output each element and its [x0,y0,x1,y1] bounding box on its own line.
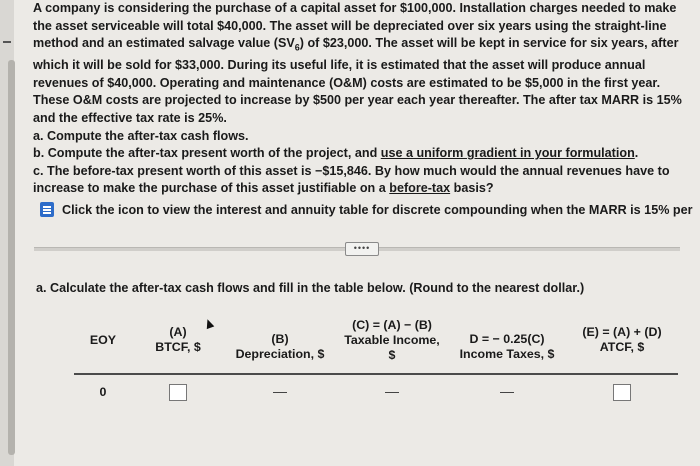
income-taxes-cell [448,374,566,409]
header-taxable-income: (C) = (A) − (B) Taxable Income, $ [336,313,448,374]
atcf-cell [566,374,678,409]
header-eoy: EOY [74,313,132,374]
before-tax-link[interactable]: before-tax [389,181,451,196]
btcf-cell [132,374,224,409]
table-document-icon[interactable] [40,202,54,217]
depreciation-cell [224,374,336,409]
btcf-input[interactable] [169,384,187,401]
header-income-taxes: D = − 0.25(C) Income Taxes, $ [448,313,566,374]
header-depreciation: (B) Depreciation, $ [224,313,336,374]
eoy-cell: 0 [99,385,107,399]
interest-table-help [40,202,693,217]
table-row [74,374,678,409]
collapse-dash-icon[interactable] [3,41,11,43]
part-a-instruction: a. Calculate the after-tax cash flows and fill in the table below. (Round to the nearest dollar.) [36,281,585,295]
problem-statement [33,0,698,198]
header-atcf: (E) = (A) + (D) ATCF, $ [566,313,678,374]
help-text: Click the icon to view the interest and annuity table for discrete compounding when the MARR is 15% per [62,203,693,217]
question-a: a. Compute the after-tax cash flows. [33,128,249,143]
problem-paragraph: A company is considering the purchase of a capital asset for $100,000. Installation charges needed to make the asset serviceable will total $40,000. The asset will be depreciated over six years using the straight-line method and an estimated salvage value $(SV_6)$ of $23,000. The asset will be kept in service for six years, after which it will be sold for $33,000. During its useful life, it is estimated that the asset will produce annual revenues of $40,000. Operating and maintenance (O&M) costs are estimated to be $5,000 in the first year. These O&M costs are projected to increase by $500 per year each year thereafter. The after tax MARR is 15% and the effective tax rate is 25%. [33,1,682,126]
dash-icon [500,392,514,394]
dash-icon [385,392,399,394]
cash-flow-table [74,313,678,409]
taxable-income-cell [336,374,448,409]
sv-subscript: 6 [294,42,300,53]
header-btcf: (A) BTCF, $ [132,313,224,374]
uniform-gradient-link[interactable]: use a uniform gradient in your formulation [380,146,635,161]
expand-more-button[interactable]: •••• [345,242,379,256]
atcf-input[interactable] [613,384,631,401]
question-c: c. The before-tax present worth of this asset is −$15,846. By how much would the annual revenues have to increase to make the purchase of this asset justifiable on a before-tax basis? [33,163,670,196]
question-b: b. Compute the after-tax present worth of the project, and use a uniform gradient in your formulation. [33,146,639,161]
scrollbar[interactable] [8,60,15,455]
dash-icon [273,392,287,394]
table-header-row [74,313,678,374]
